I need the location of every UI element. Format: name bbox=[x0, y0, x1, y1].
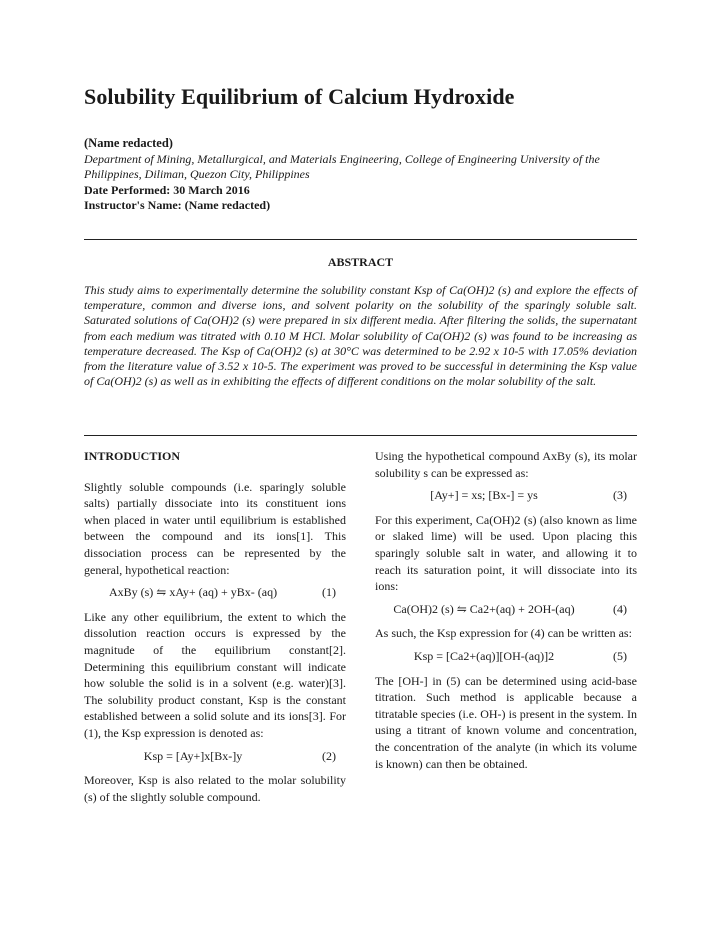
equation-4 bbox=[375, 601, 637, 618]
equation-4-expression: Ca(OH)2 (s) ⇋ Ca2+(aq) + 2OH-(aq) bbox=[393, 601, 575, 616]
equation-1 bbox=[84, 584, 346, 601]
intro-paragraph-3: Moreover, Ksp is also related to the molar solubility (s) of the slightly soluble compound. bbox=[84, 773, 346, 804]
equation-2-number: (2) bbox=[322, 748, 336, 763]
abstract-text: This study aims to experimentally determine the solubility constant Ksp of Ca(OH)2 (s) and explore the effects of temperature, common and diverse ions, and solvent polarity on the solubility of the sparingly soluble salt. Saturated solutions of Ca(OH)2 (s) were prepared in six different media. After filtering the solids, the supernatant from each medium was titrated with 0.10 M HCl. Molar solubility of Ca(OH)2 (s) was found to be increasing as temperature decreased. The Ksp of Ca(OH)2 (s) at 30°C was determined to be 2.92 x 10-5 with 17.05% deviation from the literature value of 3.52 x 10-5. The experiment was proved to be successful in determining the Ksp value of Ca(OH)2 (s) as well as in exhibiting the effects of different conditions on the molar solubility of the salt. bbox=[84, 283, 637, 389]
intro-paragraph-4: Using the hypothetical compound AxBy (s), its molar solubility s can be expressed as: bbox=[375, 449, 637, 480]
equation-5-expression: Ksp = [Ca2+(aq)][OH-(aq)]2 bbox=[413, 648, 555, 663]
equation-4-number: (4) bbox=[613, 601, 627, 616]
equation-3-expression: [Ay+] = xs; [Bx-] = ys bbox=[430, 488, 538, 503]
equation-2-expression: Ksp = [Ay+]x[Bx-]y bbox=[143, 748, 243, 763]
equation-1-number: (1) bbox=[322, 585, 336, 600]
intro-paragraph-6: As such, the Ksp expression for (4) can be written as: bbox=[375, 626, 632, 641]
equation-3 bbox=[375, 487, 637, 504]
author-name: (Name redacted) bbox=[84, 136, 173, 150]
right-column bbox=[375, 448, 637, 778]
equation-5-number: (5) bbox=[613, 648, 627, 663]
intro-paragraph-7: The [OH-] in (5) can be determined using acid-base titration. Such method is applicable because a titratable species (i.e. OH-) is present in the system. In using a titrant of known volume and concentration, the concentration of the analyte (in which its volume is known) can then be obtained. bbox=[375, 673, 637, 771]
paper-title: Solubility Equilibrium of Calcium Hydroxide bbox=[84, 84, 515, 109]
author-affiliation: Department of Mining, Metallurgical, and Materials Engineering, College of Engineering University of the Philippines, Diliman, Quezon City, Philippines bbox=[84, 152, 600, 181]
equation-3-number: (3) bbox=[613, 488, 627, 503]
left-column bbox=[84, 448, 346, 811]
equation-5 bbox=[375, 648, 637, 665]
intro-paragraph-5: For this experiment, Ca(OH)2 (s) (also known as lime or slaked lime) will be used. Upon placing this sparingly soluble salt in water, and allowing it to reach its saturation point, it will dissociate into its ions: bbox=[375, 512, 637, 594]
introduction-heading: INTRODUCTION bbox=[84, 449, 181, 463]
abstract-top-rule bbox=[84, 239, 637, 240]
instructor-name: Instructor's Name: (Name redacted) bbox=[84, 198, 271, 212]
intro-paragraph-1: Slightly soluble compounds (i.e. sparingly soluble salts) partially dissociate into its constituent ions when placed in water until equilibrium is established between the compound and its ions[1]. This dissociation process can be represented by the general, hypothetical reaction: bbox=[84, 479, 346, 577]
equation-2 bbox=[84, 748, 346, 765]
abstract-bottom-rule bbox=[84, 435, 637, 436]
abstract-heading: ABSTRACT bbox=[327, 255, 394, 269]
date-performed: Date Performed: 30 March 2016 bbox=[84, 183, 250, 197]
equation-1-expression: AxBy (s) ⇋ xAy+ (aq) + yBx- (aq) bbox=[108, 585, 278, 600]
intro-paragraph-2: Like any other equilibrium, the extent to which the dissolution reaction occurs is expressed by the magnitude of the equilibrium constant[2]. Determining this equilibrium constant will indicate how soluble the solid is in a solvent (e.g. water)[3]. The solubility product constant, Ksp is the constant established between a solid solute and its ions[3]. For (1), the Ksp expression is denoted as: bbox=[84, 609, 346, 740]
